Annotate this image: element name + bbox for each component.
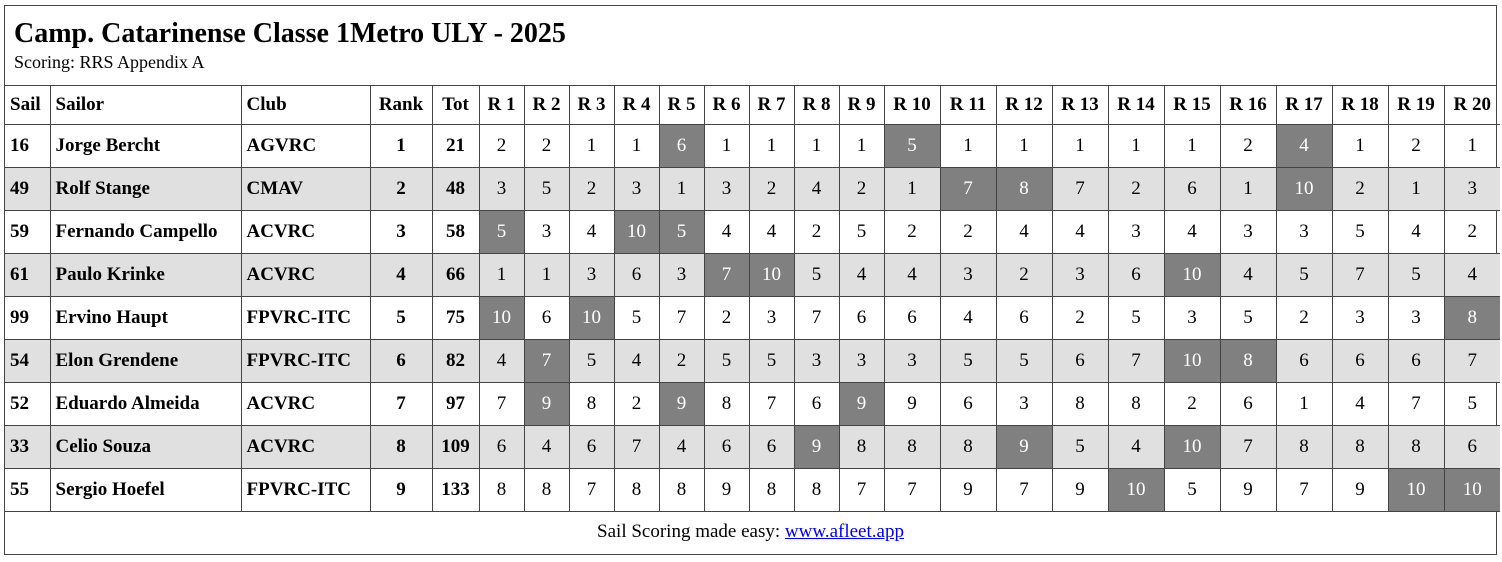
- race-score-cell: 2: [996, 254, 1052, 297]
- race-score-cell: 6: [794, 383, 839, 426]
- race-score-cell: 8: [1108, 383, 1164, 426]
- sailor-name-cell: Rolf Stange: [50, 168, 241, 211]
- race-score-cell: 6: [614, 254, 659, 297]
- sailor-name-cell: Ervino Haupt: [50, 297, 241, 340]
- race-score-cell: 3: [524, 211, 569, 254]
- club-cell: FPVRC-ITC: [241, 297, 370, 340]
- rank-cell: 2: [370, 168, 432, 211]
- race-score-cell: 7: [1108, 340, 1164, 383]
- rank-cell: 4: [370, 254, 432, 297]
- race-score-cell: 2: [704, 297, 749, 340]
- race-score-cell: 8: [839, 426, 884, 469]
- race-score-cell: 3: [1220, 211, 1276, 254]
- race-score-cell: 6: [1108, 254, 1164, 297]
- race-score-cell: 7: [1444, 340, 1500, 383]
- race-score-cell: 6: [1220, 383, 1276, 426]
- rank-cell: 5: [370, 297, 432, 340]
- race-score-cell: 6: [884, 297, 940, 340]
- race-score-cell: 2: [1164, 383, 1220, 426]
- sailor-name-cell: Elon Grendene: [50, 340, 241, 383]
- race-score-cell: 2: [1108, 168, 1164, 211]
- race-score-cell: 6: [996, 297, 1052, 340]
- race-score-cell: 7: [884, 469, 940, 512]
- column-header: R 12: [996, 86, 1052, 125]
- footer: [5, 512, 1496, 552]
- race-score-cell: 3: [749, 297, 794, 340]
- race-score-cell: 6: [749, 426, 794, 469]
- race-score-cell: 8: [524, 469, 569, 512]
- sail-number-cell: 33: [5, 426, 50, 469]
- race-score-cell: 1: [749, 125, 794, 168]
- total-cell: 82: [432, 340, 479, 383]
- race-score-cell: 2: [1052, 297, 1108, 340]
- club-cell: AGVRC: [241, 125, 370, 168]
- column-header: R 15: [1164, 86, 1220, 125]
- race-score-cell: 3: [569, 254, 614, 297]
- sailor-name-cell: Celio Souza: [50, 426, 241, 469]
- race-score-cell: 1: [704, 125, 749, 168]
- race-score-cell: 1: [1444, 125, 1500, 168]
- race-score-discarded-cell: 5: [659, 211, 704, 254]
- race-score-cell: 3: [1052, 254, 1108, 297]
- race-score-discarded-cell: 10: [569, 297, 614, 340]
- race-score-cell: 8: [1388, 426, 1444, 469]
- column-header: R 2: [524, 86, 569, 125]
- results-frame: [4, 5, 1497, 555]
- club-cell: CMAV: [241, 168, 370, 211]
- race-score-cell: 3: [1388, 297, 1444, 340]
- race-score-cell: 1: [839, 125, 884, 168]
- column-header: Tot: [432, 86, 479, 125]
- race-score-cell: 8: [614, 469, 659, 512]
- race-score-cell: 8: [479, 469, 524, 512]
- race-score-cell: 4: [1388, 211, 1444, 254]
- race-score-cell: 7: [794, 297, 839, 340]
- race-score-discarded-cell: 9: [794, 426, 839, 469]
- column-header: R 14: [1108, 86, 1164, 125]
- race-score-discarded-cell: 10: [1108, 469, 1164, 512]
- race-score-cell: 6: [1388, 340, 1444, 383]
- race-score-cell: 4: [1332, 383, 1388, 426]
- race-score-cell: 1: [1052, 125, 1108, 168]
- race-score-cell: 1: [940, 125, 996, 168]
- table-row: [5, 383, 1500, 426]
- total-cell: 133: [432, 469, 479, 512]
- column-header: R 1: [479, 86, 524, 125]
- total-cell: 66: [432, 254, 479, 297]
- race-score-cell: 6: [479, 426, 524, 469]
- race-score-cell: 4: [1108, 426, 1164, 469]
- race-score-cell: 2: [614, 383, 659, 426]
- race-score-cell: 2: [1444, 211, 1500, 254]
- race-score-cell: 2: [1276, 297, 1332, 340]
- race-score-cell: 8: [1276, 426, 1332, 469]
- race-score-discarded-cell: 9: [996, 426, 1052, 469]
- race-score-discarded-cell: 10: [1164, 426, 1220, 469]
- club-cell: FPVRC-ITC: [241, 340, 370, 383]
- rank-cell: 3: [370, 211, 432, 254]
- race-score-cell: 2: [569, 168, 614, 211]
- rank-cell: 9: [370, 469, 432, 512]
- race-score-discarded-cell: 7: [704, 254, 749, 297]
- column-header: R 20: [1444, 86, 1500, 125]
- race-score-discarded-cell: 9: [659, 383, 704, 426]
- race-score-cell: 9: [940, 469, 996, 512]
- race-score-cell: 9: [1052, 469, 1108, 512]
- race-score-cell: 5: [1164, 469, 1220, 512]
- race-score-cell: 4: [1052, 211, 1108, 254]
- table-body: [5, 125, 1500, 512]
- sailor-name-cell: Fernando Campello: [50, 211, 241, 254]
- race-score-cell: 5: [1444, 383, 1500, 426]
- race-score-cell: 6: [704, 426, 749, 469]
- race-score-cell: 2: [479, 125, 524, 168]
- race-score-cell: 2: [940, 211, 996, 254]
- table-row: [5, 125, 1500, 168]
- race-score-cell: 3: [884, 340, 940, 383]
- race-score-discarded-cell: 10: [479, 297, 524, 340]
- sail-number-cell: 61: [5, 254, 50, 297]
- table-header-row: [5, 86, 1500, 125]
- race-score-cell: 7: [1388, 383, 1444, 426]
- race-score-cell: 8: [749, 469, 794, 512]
- race-score-cell: 1: [524, 254, 569, 297]
- race-score-cell: 2: [1388, 125, 1444, 168]
- race-score-cell: 8: [884, 426, 940, 469]
- race-score-cell: 3: [1276, 211, 1332, 254]
- race-score-cell: 8: [1052, 383, 1108, 426]
- club-cell: ACVRC: [241, 426, 370, 469]
- table-row: [5, 426, 1500, 469]
- race-score-cell: 3: [794, 340, 839, 383]
- column-header: R 7: [749, 86, 794, 125]
- race-score-discarded-cell: 6: [659, 125, 704, 168]
- rank-cell: 1: [370, 125, 432, 168]
- race-score-cell: 5: [1276, 254, 1332, 297]
- column-header: R 8: [794, 86, 839, 125]
- race-score-discarded-cell: 8: [1444, 297, 1500, 340]
- race-score-cell: 6: [1164, 168, 1220, 211]
- race-score-discarded-cell: 9: [839, 383, 884, 426]
- race-score-cell: 3: [940, 254, 996, 297]
- sailor-name-cell: Eduardo Almeida: [50, 383, 241, 426]
- race-score-discarded-cell: 10: [1388, 469, 1444, 512]
- race-score-cell: 7: [1052, 168, 1108, 211]
- column-header: Rank: [370, 86, 432, 125]
- race-score-cell: 5: [704, 340, 749, 383]
- sailor-name-cell: Paulo Krinke: [50, 254, 241, 297]
- results-table: [5, 86, 1500, 512]
- race-score-cell: 5: [1220, 297, 1276, 340]
- race-score-cell: 3: [659, 254, 704, 297]
- race-score-cell: 8: [659, 469, 704, 512]
- column-header: R 18: [1332, 86, 1388, 125]
- race-score-cell: 2: [1220, 125, 1276, 168]
- club-cell: FPVRC-ITC: [241, 469, 370, 512]
- race-score-discarded-cell: 10: [1276, 168, 1332, 211]
- table-row: [5, 297, 1500, 340]
- column-header: Club: [241, 86, 370, 125]
- race-score-cell: 1: [996, 125, 1052, 168]
- rank-cell: 7: [370, 383, 432, 426]
- footer-text: Sail Scoring made easy:: [597, 521, 785, 542]
- race-score-cell: 3: [1332, 297, 1388, 340]
- race-score-discarded-cell: 7: [524, 340, 569, 383]
- race-score-cell: 5: [940, 340, 996, 383]
- race-score-cell: 6: [524, 297, 569, 340]
- race-score-cell: 8: [1332, 426, 1388, 469]
- race-score-cell: 5: [794, 254, 839, 297]
- column-header: R 9: [839, 86, 884, 125]
- race-score-cell: 7: [996, 469, 1052, 512]
- sail-number-cell: 54: [5, 340, 50, 383]
- total-cell: 109: [432, 426, 479, 469]
- table-row: [5, 340, 1500, 383]
- total-cell: 75: [432, 297, 479, 340]
- column-header: Sailor: [50, 86, 241, 125]
- race-score-cell: 4: [794, 168, 839, 211]
- race-score-cell: 3: [839, 340, 884, 383]
- sailor-name-cell: Jorge Bercht: [50, 125, 241, 168]
- race-score-cell: 2: [839, 168, 884, 211]
- race-score-cell: 6: [839, 297, 884, 340]
- race-score-cell: 5: [749, 340, 794, 383]
- race-score-cell: 4: [884, 254, 940, 297]
- race-score-cell: 1: [614, 125, 659, 168]
- table-row: [5, 168, 1500, 211]
- sail-number-cell: 59: [5, 211, 50, 254]
- race-score-discarded-cell: 8: [996, 168, 1052, 211]
- race-score-cell: 3: [479, 168, 524, 211]
- race-score-cell: 2: [884, 211, 940, 254]
- race-score-cell: 7: [569, 469, 614, 512]
- table-row: [5, 469, 1500, 512]
- race-score-discarded-cell: 9: [524, 383, 569, 426]
- race-score-cell: 1: [569, 125, 614, 168]
- race-score-cell: 4: [569, 211, 614, 254]
- race-score-cell: 4: [524, 426, 569, 469]
- race-score-cell: 7: [749, 383, 794, 426]
- race-score-cell: 7: [1276, 469, 1332, 512]
- race-score-cell: 1: [1164, 125, 1220, 168]
- race-score-cell: 7: [659, 297, 704, 340]
- race-score-cell: 4: [1220, 254, 1276, 297]
- scoring-subtitle: Scoring: RRS Appendix A: [14, 52, 205, 72]
- race-score-cell: 1: [659, 168, 704, 211]
- race-score-cell: 7: [1220, 426, 1276, 469]
- race-score-cell: 8: [940, 426, 996, 469]
- sail-number-cell: 49: [5, 168, 50, 211]
- race-score-cell: 1: [1220, 168, 1276, 211]
- race-score-cell: 6: [1276, 340, 1332, 383]
- race-score-cell: 4: [940, 297, 996, 340]
- race-score-cell: 7: [614, 426, 659, 469]
- race-score-cell: 5: [839, 211, 884, 254]
- race-score-cell: 3: [1108, 211, 1164, 254]
- column-header: R 10: [884, 86, 940, 125]
- race-score-cell: 5: [1108, 297, 1164, 340]
- race-score-cell: 8: [794, 469, 839, 512]
- race-score-cell: 9: [884, 383, 940, 426]
- column-header: R 5: [659, 86, 704, 125]
- column-header: R 6: [704, 86, 749, 125]
- sail-number-cell: 55: [5, 469, 50, 512]
- race-score-cell: 6: [1332, 340, 1388, 383]
- race-score-discarded-cell: 4: [1276, 125, 1332, 168]
- race-score-cell: 4: [479, 340, 524, 383]
- club-cell: ACVRC: [241, 254, 370, 297]
- race-score-cell: 1: [1108, 125, 1164, 168]
- race-score-cell: 4: [839, 254, 884, 297]
- race-score-cell: 6: [940, 383, 996, 426]
- sail-number-cell: 52: [5, 383, 50, 426]
- race-score-cell: 2: [524, 125, 569, 168]
- club-cell: ACVRC: [241, 383, 370, 426]
- total-cell: 48: [432, 168, 479, 211]
- race-score-cell: 4: [996, 211, 1052, 254]
- race-score-cell: 5: [1332, 211, 1388, 254]
- race-score-cell: 5: [1388, 254, 1444, 297]
- race-score-cell: 3: [704, 168, 749, 211]
- column-header: Sail: [5, 86, 50, 125]
- race-score-cell: 7: [1332, 254, 1388, 297]
- rank-cell: 8: [370, 426, 432, 469]
- race-score-cell: 5: [1052, 426, 1108, 469]
- race-score-cell: 9: [1332, 469, 1388, 512]
- rank-cell: 6: [370, 340, 432, 383]
- race-score-cell: 9: [1220, 469, 1276, 512]
- race-score-discarded-cell: 5: [884, 125, 940, 168]
- race-score-cell: 2: [749, 168, 794, 211]
- race-score-discarded-cell: 8: [1220, 340, 1276, 383]
- total-cell: 21: [432, 125, 479, 168]
- race-score-discarded-cell: 10: [1444, 469, 1500, 512]
- race-score-cell: 1: [884, 168, 940, 211]
- race-score-cell: 5: [569, 340, 614, 383]
- race-score-cell: 7: [839, 469, 884, 512]
- table-row: [5, 254, 1500, 297]
- race-score-cell: 5: [614, 297, 659, 340]
- race-score-cell: 1: [479, 254, 524, 297]
- race-score-cell: 2: [794, 211, 839, 254]
- race-score-cell: 1: [794, 125, 839, 168]
- race-score-cell: 6: [569, 426, 614, 469]
- total-cell: 97: [432, 383, 479, 426]
- race-score-cell: 9: [704, 469, 749, 512]
- race-score-cell: 4: [1164, 211, 1220, 254]
- race-score-cell: 6: [1052, 340, 1108, 383]
- race-score-cell: 2: [659, 340, 704, 383]
- race-score-cell: 3: [1164, 297, 1220, 340]
- race-score-cell: 3: [996, 383, 1052, 426]
- race-score-cell: 3: [1444, 168, 1500, 211]
- race-score-cell: 4: [614, 340, 659, 383]
- race-score-cell: 3: [614, 168, 659, 211]
- sailor-name-cell: Sergio Hoefel: [50, 469, 241, 512]
- total-cell: 58: [432, 211, 479, 254]
- race-score-cell: 8: [704, 383, 749, 426]
- sail-number-cell: 16: [5, 125, 50, 168]
- club-cell: ACVRC: [241, 211, 370, 254]
- column-header: R 17: [1276, 86, 1332, 125]
- column-header: R 16: [1220, 86, 1276, 125]
- column-header: R 11: [940, 86, 996, 125]
- title-block: [5, 6, 1496, 86]
- column-header: R 3: [569, 86, 614, 125]
- afleet-link[interactable]: www.afleet.app: [784, 521, 904, 542]
- race-score-cell: 4: [1444, 254, 1500, 297]
- race-score-cell: 4: [749, 211, 794, 254]
- sail-number-cell: 99: [5, 297, 50, 340]
- race-score-discarded-cell: 5: [479, 211, 524, 254]
- page-title: Camp. Catarinense Classe 1Metro ULY - 2025: [14, 18, 566, 49]
- race-score-cell: 7: [479, 383, 524, 426]
- column-header: R 4: [614, 86, 659, 125]
- race-score-discarded-cell: 10: [614, 211, 659, 254]
- column-header: R 13: [1052, 86, 1108, 125]
- race-score-cell: 5: [524, 168, 569, 211]
- race-score-discarded-cell: 10: [749, 254, 794, 297]
- race-score-cell: 5: [996, 340, 1052, 383]
- column-header: R 19: [1388, 86, 1444, 125]
- race-score-discarded-cell: 10: [1164, 254, 1220, 297]
- race-score-cell: 1: [1388, 168, 1444, 211]
- race-score-discarded-cell: 7: [940, 168, 996, 211]
- race-score-cell: 8: [569, 383, 614, 426]
- race-score-cell: 4: [704, 211, 749, 254]
- race-score-cell: 1: [1332, 125, 1388, 168]
- race-score-cell: 2: [1332, 168, 1388, 211]
- race-score-discarded-cell: 10: [1164, 340, 1220, 383]
- race-score-cell: 1: [1276, 383, 1332, 426]
- table-row: [5, 211, 1500, 254]
- race-score-cell: 6: [1444, 426, 1500, 469]
- race-score-cell: 4: [659, 426, 704, 469]
